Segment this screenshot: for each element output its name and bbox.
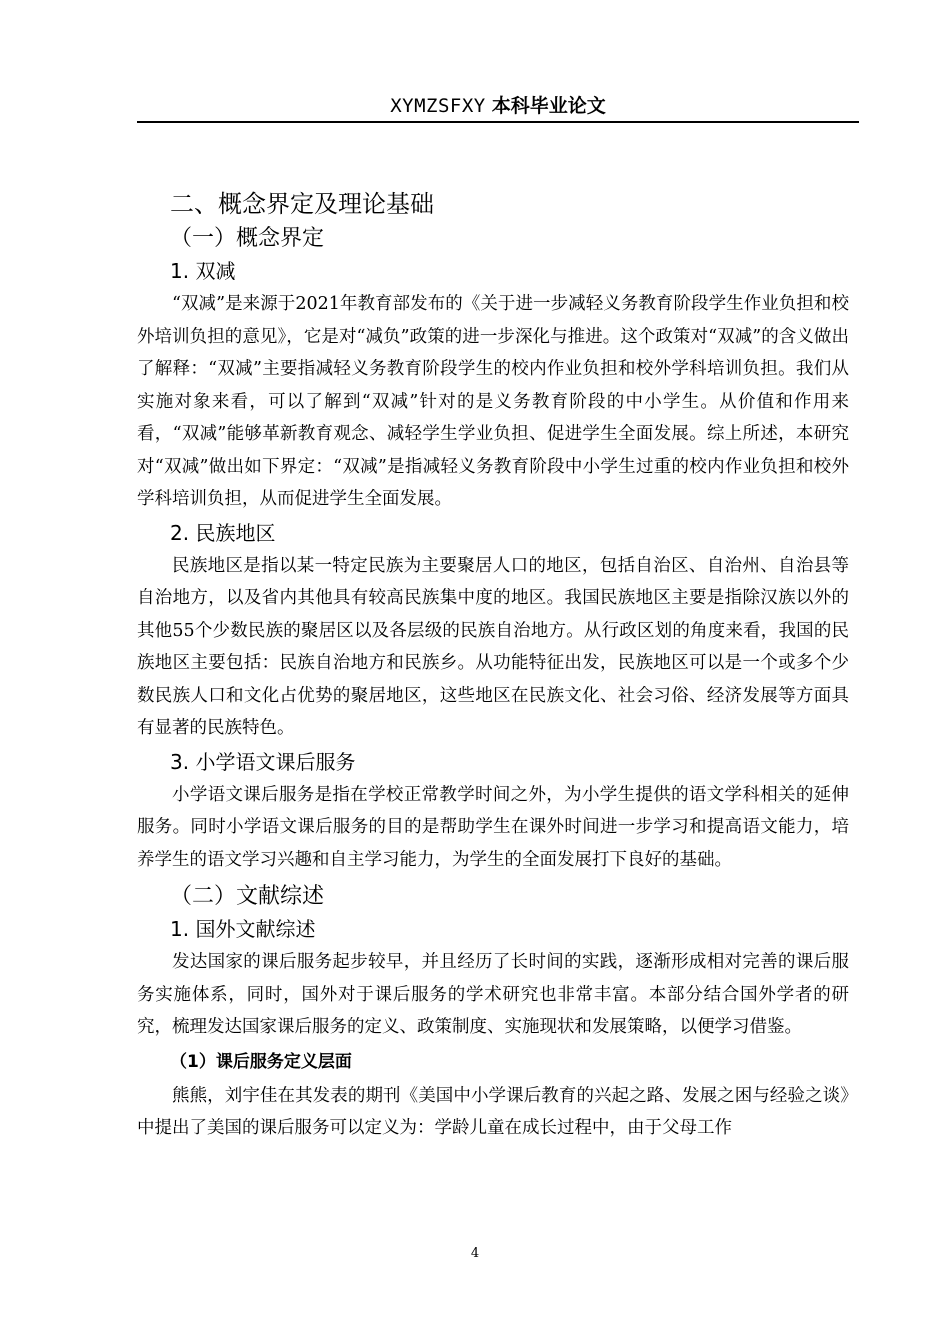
running-header xyxy=(137,92,859,120)
subsection-title-ethnic-regions: 2. 民族地区 xyxy=(170,520,276,545)
subsubsection-title-definition: （1）课后服务定义层面 xyxy=(170,1051,352,1072)
page-number: 4 xyxy=(470,1246,480,1261)
subsection-title-foreign-literature: 1. 国外文献综述 xyxy=(170,917,316,941)
body-text xyxy=(137,184,849,1145)
subsection-title-chinese-after-school: 3. 小学语文课后服务 xyxy=(170,749,356,774)
paragraph-foreign-literature-intro: 发达国家的课后服务起步较早，并且经历了长时间的实践，逐渐形成相对完善的课后服务实施体系，同时，国外对于课后服务的学术研究也非常丰富。本部分结合国外学者的研究，梳理发达国家课后服务的定义、政策制度、实施现状和发展策略，以便学习借鉴。 xyxy=(137,952,849,1037)
section-title-concepts: （一）概念界定 xyxy=(170,226,325,251)
chapter-title: 二、概念界定及理论基础 xyxy=(170,190,434,218)
paragraph-double-reduction: “双减”是来源于2021年教育部发布的《关于进一步减轻义务教育阶段学生作业负担和校外培训负担的意见》，它是对“减负”政策的进一步深化与推进。这个政策对“双减”的含义做出了解释：“双减”主要指减轻义务教育阶段学生的校内作业负担和校外学科培训负担。我们从实施对象来看，可以了解到“双减”针对的是义务教育阶段的中小学生。从价值和作用来看，“双减”能够革新教育观念、减轻学生学业负担、促进学生全面发展。综上所述，本研究对“双减”做出如下界定：“双减”是指减轻义务教育阶段中小学生过重的校内作业负担和校外学科培训负担，从而促进学生全面发展。 xyxy=(137,294,849,509)
paragraph-chinese-after-school: 小学语文课后服务是指在学校正常教学时间之外，为小学生提供的语文学科相关的延伸服务。同时小学语文课后服务的目的是帮助学生在课外时间进一步学习和提高语文能力，培养学生的语文学习兴趣和自主学习能力，为学生的全面发展打下良好的基础。 xyxy=(137,784,849,870)
header-label: 本科毕业论文 xyxy=(491,95,606,117)
paragraph-definition: 熊熊，刘宇佳在其发表的期刊《美国中小学课后教育的兴起之路、发展之困与经验之谈》中提出了美国的课后服务可以定义为：学龄儿童在成长过程中，由于父母工作 xyxy=(137,1085,849,1138)
section-title-literature-review: （二）文献综述 xyxy=(170,884,325,909)
header-code: XYMZSFXY xyxy=(390,95,486,117)
subsection-title-double-reduction: 1. 双减 xyxy=(170,259,236,283)
header-rule xyxy=(137,121,859,123)
paragraph-ethnic-regions: 民族地区是指以某一特定民族为主要聚居人口的地区，包括自治区、自治州、自治县等自治地方，以及省内其他具有较高民族集中度的地区。我国民族地区主要是指除汉族以外的其他55个少数民族的聚居区以及各层级的民族自治地方。从行政区划的角度来看，我国的民族地区主要包括：民族自治地方和民族乡。从功能特征出发，民族地区可以是一个或多个少数民族人口和文化占优势的聚居地区，这些地区在民族文化、社会习俗、经济发展等方面具有显著的民族特色。 xyxy=(137,555,849,738)
